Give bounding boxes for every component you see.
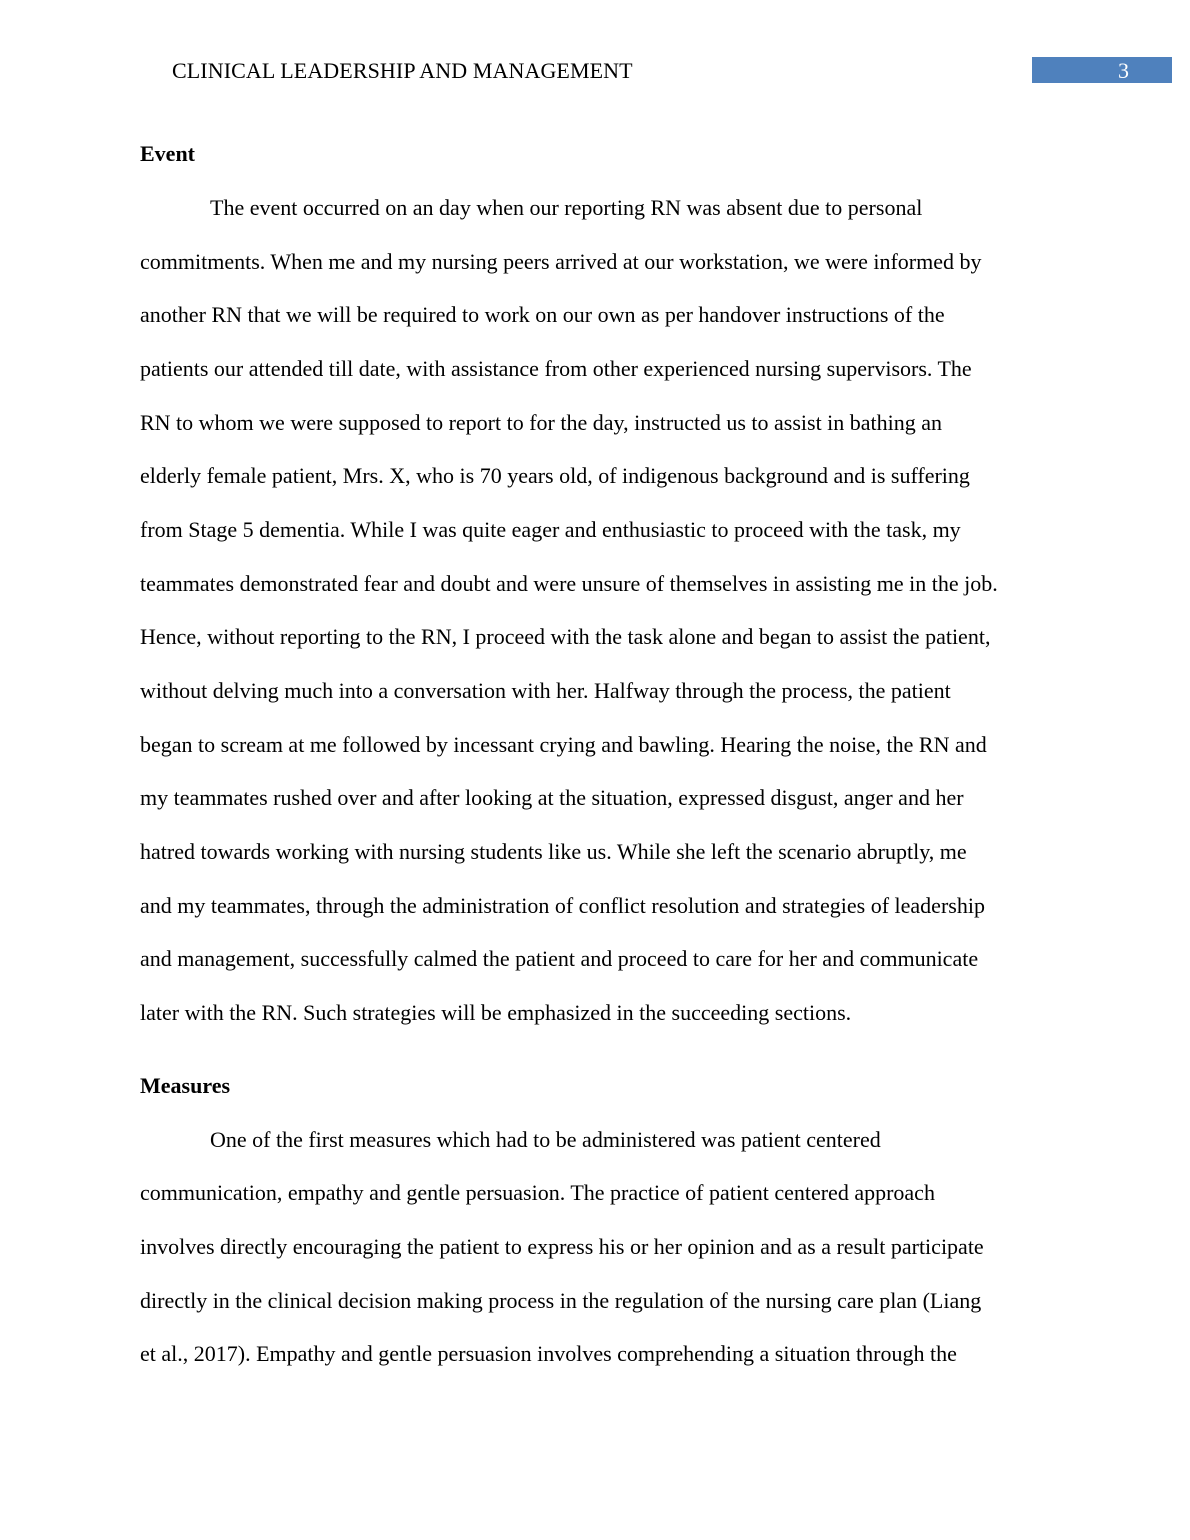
paragraph-line: et al., 2017). Empathy and gentle persuasion involves comprehending a situation through the [140,1341,957,1366]
paragraph-line: involves directly encouraging the patient to express his or her opinion and as a result participate [140,1234,984,1259]
paragraph-line: another RN that we will be required to work on our own as per handover instructions of the [140,302,945,327]
paragraph-line: my teammates rushed over and after looking at the situation, expressed disgust, anger and her [140,785,964,810]
paragraph-line: Hence, without reporting to the RN, I proceed with the task alone and began to assist the patient, [140,624,991,649]
paragraph-line: and my teammates, through the administration of conflict resolution and strategies of leadership [140,893,985,918]
paragraph-line: patients our attended till date, with assistance from other experienced nursing supervisors. The [140,356,972,381]
paragraph-line: hatred towards working with nursing students like us. While she left the scenario abruptly, me [140,839,967,864]
paragraph-line: commitments. When me and my nursing peers arrived at our workstation, we were informed by [140,249,982,274]
section-heading-measures: Measures [140,1073,231,1098]
paragraph-line: RN to whom we were supposed to report to for the day, instructed us to assist in bathing an [140,410,943,435]
paragraph-line: and management, successfully calmed the patient and proceed to care for her and communicate [140,946,979,971]
paragraph-line: began to scream at me followed by incessant crying and bawling. Hearing the noise, the RN and [140,732,987,757]
paragraph-line: teammates demonstrated fear and doubt and were unsure of themselves in assisting me in the job. [140,571,998,596]
running-head-title: CLINICAL LEADERSHIP AND MANAGEMENT [172,58,633,83]
page-number: 3 [1032,57,1172,83]
paragraph-line: later with the RN. Such strategies will be emphasized in the succeeding sections. [140,1000,852,1025]
paragraph-line: elderly female patient, Mrs. X, who is 70 years old, of indigenous background and is suffering [140,463,970,488]
paragraph-line: One of the first measures which had to be administered was patient centered [210,1127,881,1152]
paragraph-line: directly in the clinical decision making process in the regulation of the nursing care plan (Liang [140,1288,982,1313]
paragraph-line: The event occurred on an day when our reporting RN was absent due to personal [210,195,923,220]
paragraph-line: communication, empathy and gentle persuasion. The practice of patient centered approach [140,1180,935,1205]
paragraph-line: from Stage 5 dementia. While I was quite eager and enthusiastic to proceed with the task, my [140,517,961,542]
section-heading-event: Event [140,141,195,166]
paragraph-line: without delving much into a conversation with her. Halfway through the process, the patient [140,678,951,703]
